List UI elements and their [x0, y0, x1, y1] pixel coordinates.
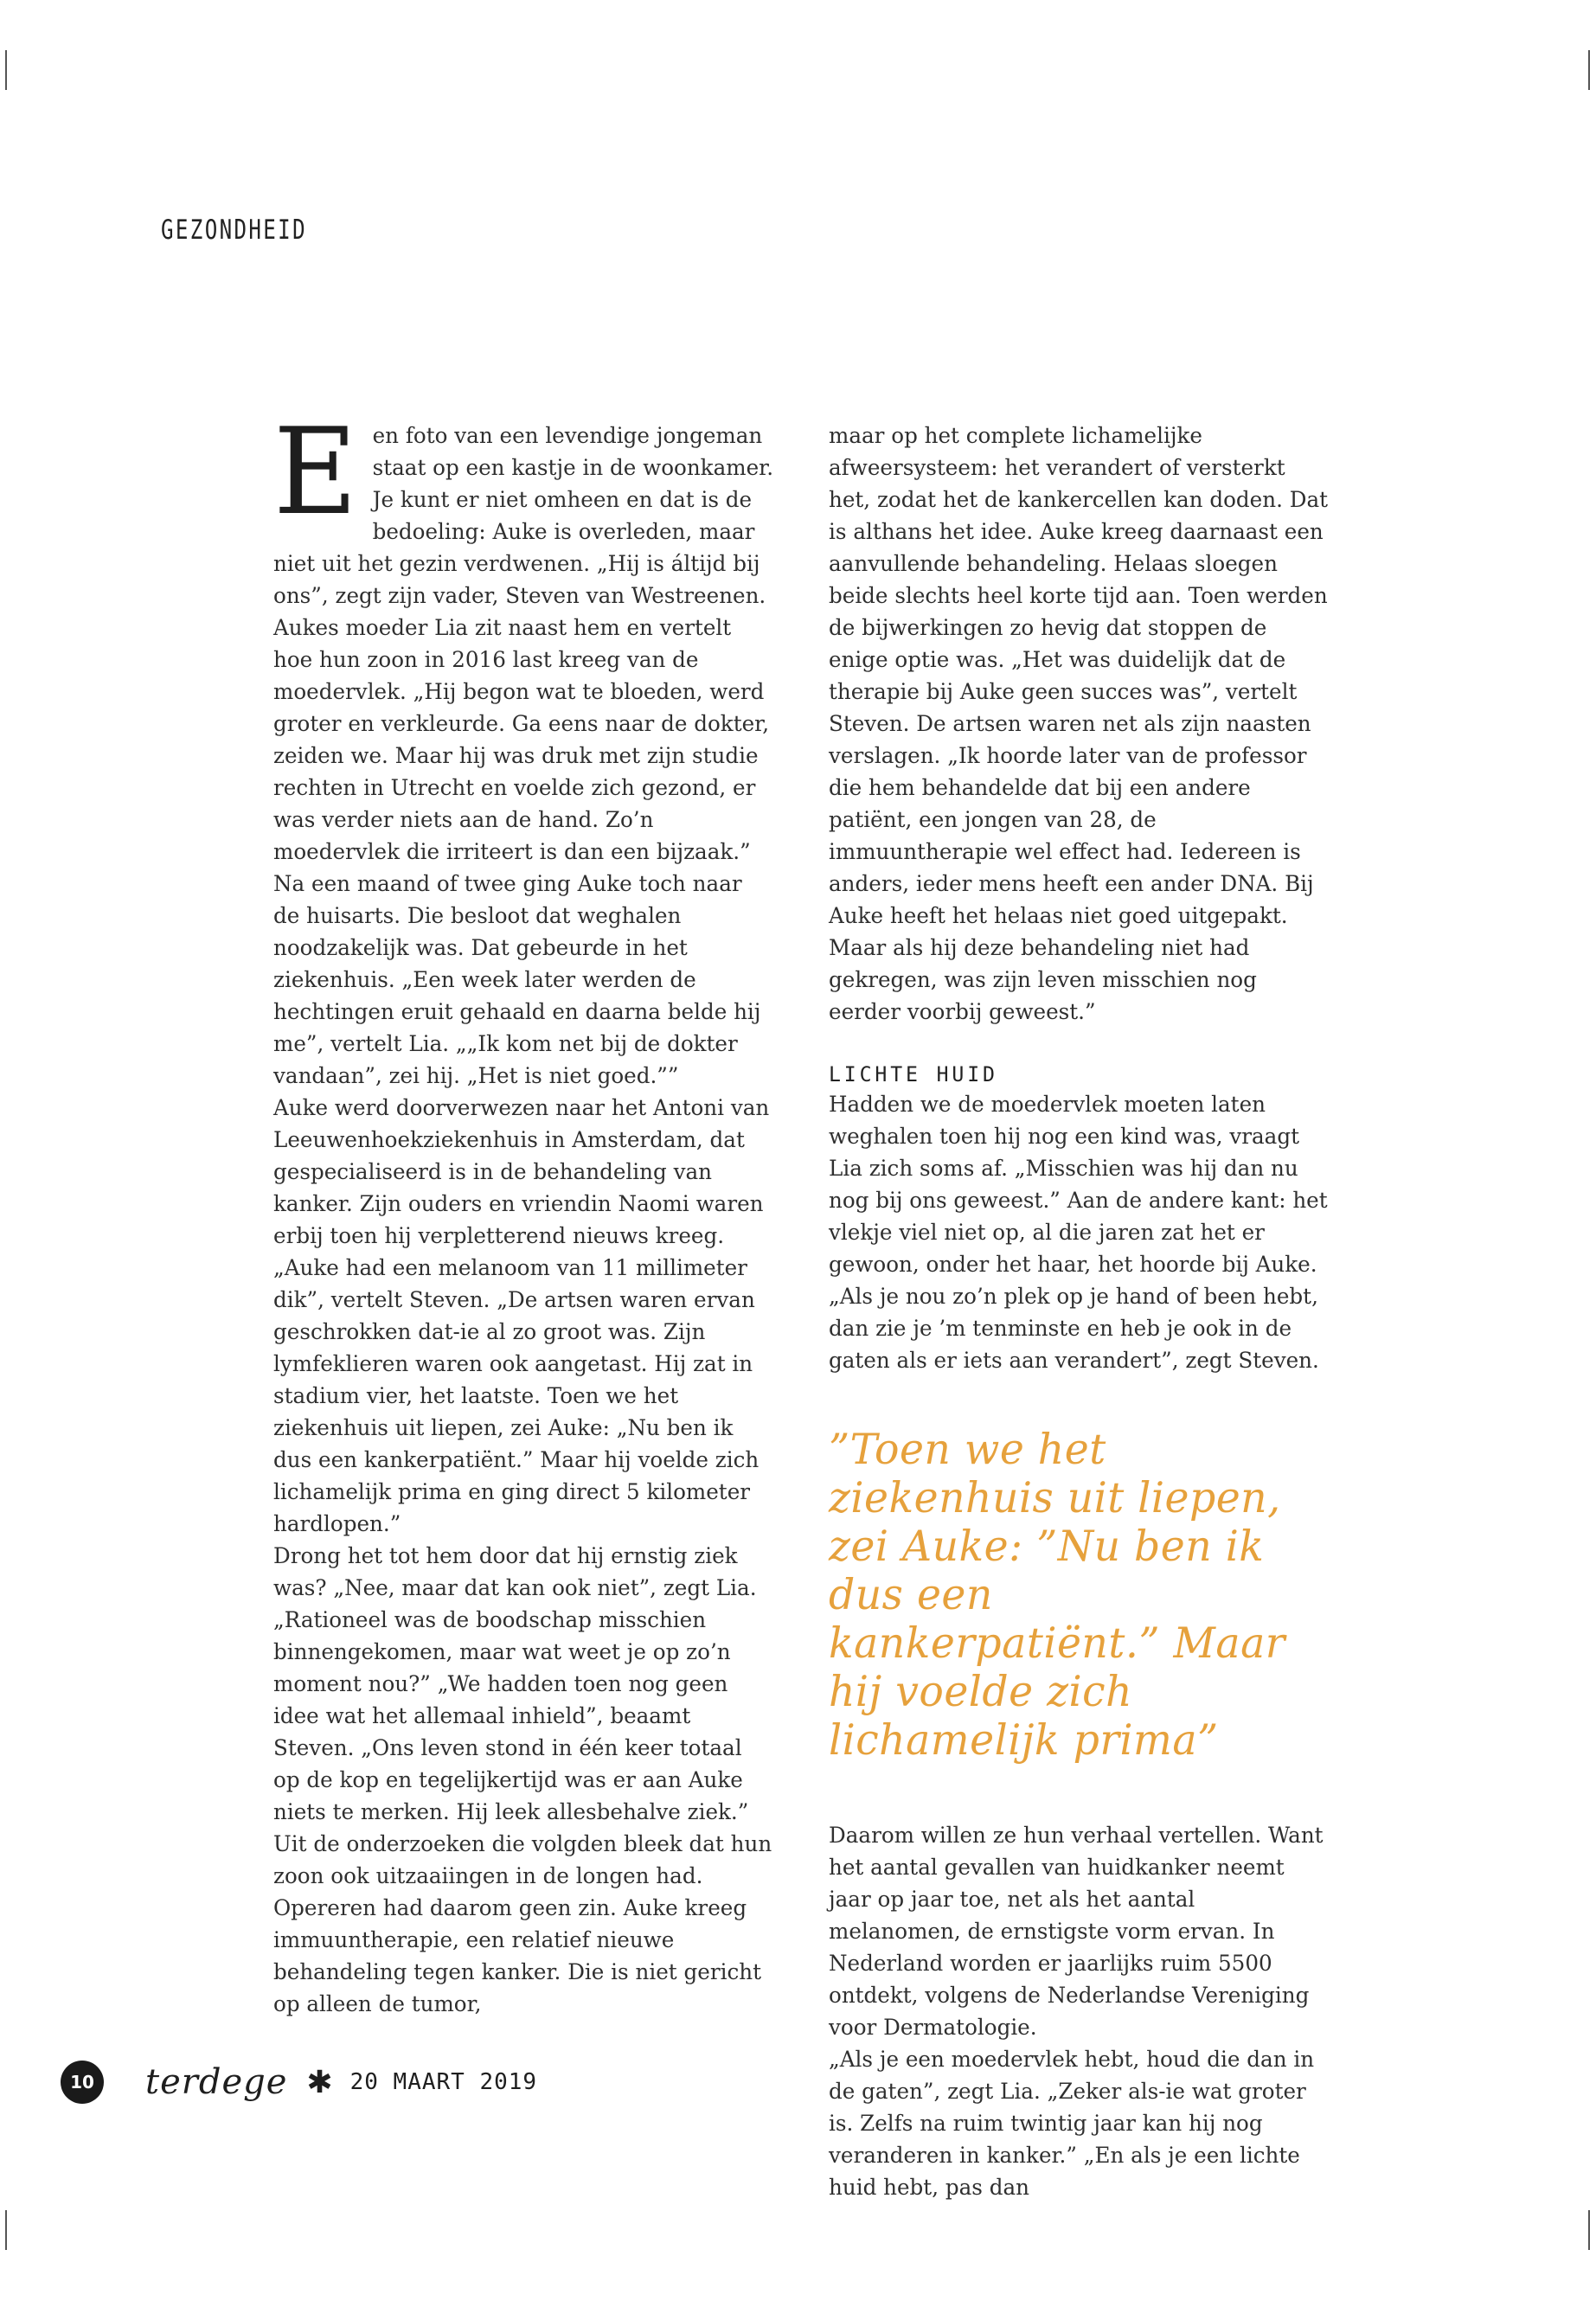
page-number-badge: 10: [61, 2061, 104, 2104]
asterisk-icon: ✱: [306, 2064, 333, 2100]
crop-mark-top-right: [1588, 50, 1590, 90]
crop-mark-bottom-right: [1588, 2210, 1590, 2250]
crop-mark-bottom-left: [5, 2210, 7, 2250]
subheading: LICHTE HUID: [829, 1062, 998, 1086]
article-paragraph: [273, 402, 774, 868]
dropcap: E: [273, 402, 358, 542]
crop-mark-top-left: [5, 50, 7, 90]
article-paragraph: Auke werd doorverwezen naar het Antoni van Leeuwenhoekziekenhuis in Amsterdam, dat gespecialiseerd is in de behandeling van kanker. Zijn ouders en vriendin Naomi waren erbij toen hij verpletterend nieuws kreeg. „Auke had een melanoom van 11 millimeter dik”, vertelt Steven. „De artsen waren ervan geschrokken dat-ie al zo groot was. Zijn lymfeklieren waren ook aangetast. Hij zat in stadium vier, het laatste. Toen we het ziekenhuis uit liepen, zei Auke: „Nu ben ik dus een kankerpatiënt.” Maar hij voelde zich lichamelijk prima en ging direct 5 kilometer hardlopen.”: [273, 1095, 770, 1537]
article-right-column: [829, 420, 1330, 2204]
article-paragraph: Daarom willen ze hun verhaal vertellen. Want het aantal gevallen van huidkanker neemt jaar op jaar toe, net als het aantal melanomen, de ernstigste vorm ervan. In Nederland worden er jaarlijks ruim 5500 ontdekt, volgens de Nederlandse Vereniging voor Dermatologie.: [829, 1823, 1324, 2041]
section-label: GEZONDHEID: [161, 215, 307, 246]
article-paragraph: Uit de onderzoeken die volgden bleek dat hun zoon ook uitzaaiingen in de longen had. Opereren had daarom geen zin. Auke kreeg immuuntherapie, een relatief nieuwe behandeling tegen kanker. Die is niet gericht op alleen de tumor,: [273, 1831, 772, 2017]
issue-date: 20 MAART 2019: [349, 2069, 538, 2095]
article-left-column: [273, 402, 774, 2021]
pull-quote: ”Toen we het ziekenhuis uit liepen, zei Auke: ”Nu ben ik dus een kankerpatiënt.” Maar hij voelde zich lichamelijk prima”: [829, 1425, 1285, 1765]
article-paragraph: Drong het tot hem door dat hij ernstig ziek was? „Nee, maar dat kan ook niet”, zegt Lia. „Rationeel was de boodschap misschien binnengekomen, maar wat weet je op zo’n moment nou?” „We hadden toen nog geen idee wat het allemaal inhield”, beaamt Steven. „Ons leven stond in één keer totaal op de kop en tegelijkertijd was er aan Auke niets te merken. Hij leek allesbehalve ziek.”: [273, 1543, 757, 1825]
article-paragraph: maar op het complete lichamelijke afweersysteem: het verandert of versterkt het, zodat het de kankercellen kan doden. Dat is althans het idee. Auke kreeg daarnaast een aanvullende behandeling. Helaas sloegen beide slechts heel korte tijd aan. Toen werden de bijwerkingen zo hevig dat stoppen de enige optie was. „Het was duidelijk dat de therapie bij Auke geen succes was”, vertelt Steven. De artsen waren net als zijn naasten verslagen. „Ik hoorde later van de professor die hem behandelde dat bij een andere patiënt, een jongen van 28, de immuuntherapie wel effect had. Iedereen is anders, ieder mens heeft een ander DNA. Bij Auke heeft het helaas niet goed uitgepakt. Maar als hij deze behandeling niet had gekregen, was zijn leven misschien nog eerder voorbij geweest.”: [829, 423, 1329, 1025]
article-paragraph: Na een maand of twee ging Auke toch naar de huisarts. Die besloot dat weghalen noodzakelijk was. Dat gebeurde in het ziekenhuis. „Een week later werden de hechtingen eruit gehaald en daarna belde hij me”, vertelt Lia. „„Ik kom net bij de dokter vandaan”, zei hij. „Het is niet goed.””: [273, 871, 761, 1089]
paragraph-text: en foto van een levendige jongeman staat op een kastje in de woonkamer. Je kunt er niet omheen en dat is de bedoeling: Auke is overleden, maar niet uit het gezin verdwenen. „Hij is áltijd bij ons”, zegt zijn vader, Steven van Westreenen. Aukes moeder Lia zit naast hem en vertelt hoe hun zoon in 2016 last kreeg van de moedervlek. „Hij begon wat te bloeden, werd groter en verkleurde. Ga eens naar de dokter, zeiden we. Maar hij was druk met zijn studie rechten in Utrecht en voelde zich gezond, er was verder niets aan de hand. Zo’n moedervlek die irriteert is dan een bijzaak.”: [273, 423, 774, 865]
magazine-brand: terdege: [145, 2062, 288, 2102]
page-footer: [61, 2061, 537, 2104]
article-paragraph: „Als je een moedervlek hebt, houd die dan in de gaten”, zegt Lia. „Zeker als-ie wat groter is. Zelfs na ruim twintig jaar kan hij nog veranderen in kanker.” „En als je een lichte huid hebt, pas dan: [829, 2047, 1315, 2201]
article-paragraph: Hadden we de moedervlek moeten laten weghalen toen hij nog een kind was, vraagt Lia zich soms af. „Misschien was hij dan nu nog bij ons geweest.” Aan de andere kant: het vlekje viel niet op, al die jaren zat het er gewoon, onder het haar, het hoorde bij Auke. „Als je nou zo’n plek op je hand of been hebt, dan zie je ’m tenminste en heb je ook in de gaten als er iets aan verandert”, zegt Steven.: [829, 1092, 1328, 1374]
